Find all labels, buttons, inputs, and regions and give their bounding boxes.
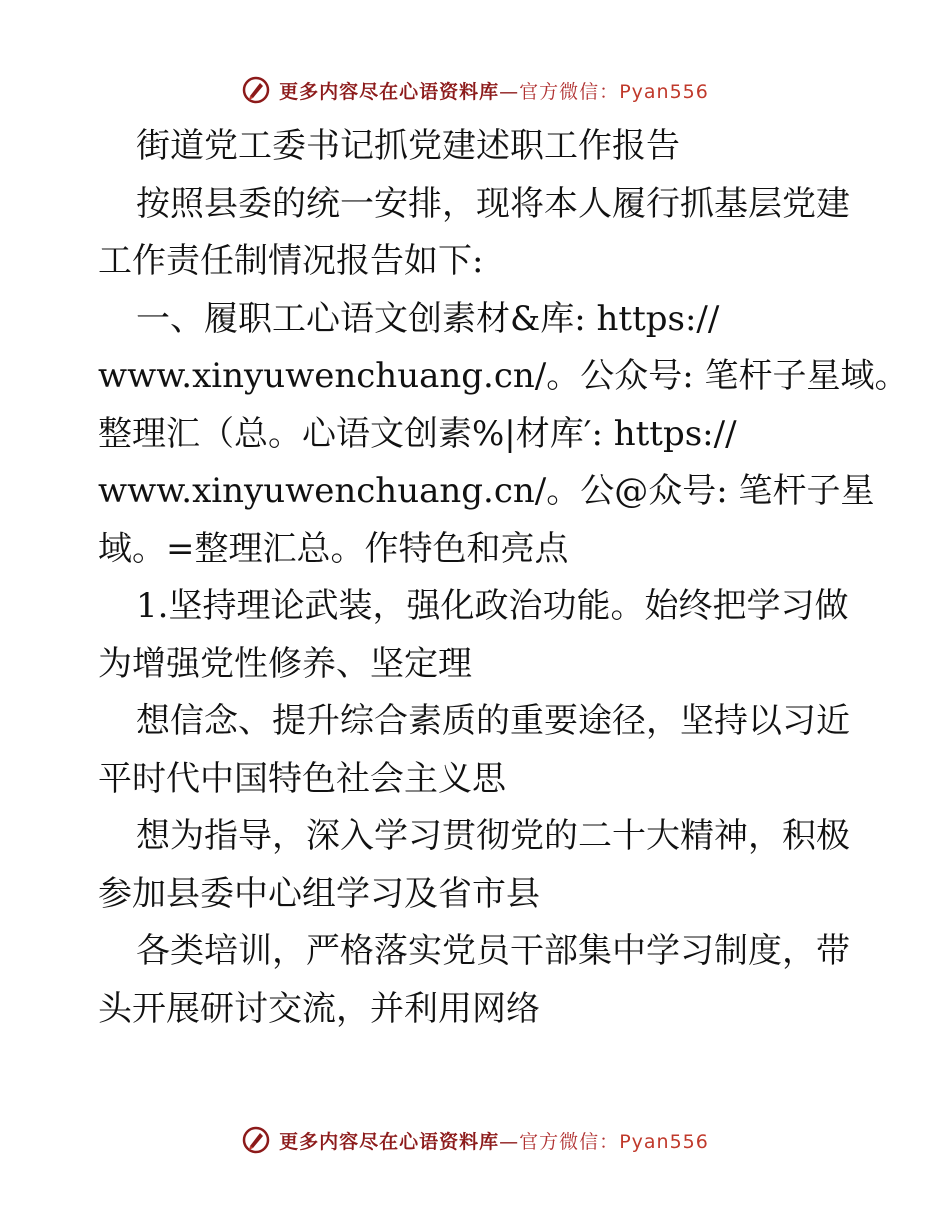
text-line: www.xinyuwenchuang.cn/。公众号: 笔杆子星域。 xyxy=(98,356,909,396)
header-watermark xyxy=(0,70,950,110)
text-line: 参加县委中心组学习及省市县 xyxy=(98,873,540,914)
document-title: 街道党工委书记抓党建述职工作报告 xyxy=(136,126,680,166)
pen-logo-icon xyxy=(241,1125,271,1155)
text-line: 1.坚持理论武装，强化政治功能。始终把学习做 xyxy=(136,586,849,626)
text-line: 工作责任制情况报告如下: xyxy=(98,241,484,281)
footer-watermark xyxy=(0,1120,950,1160)
text-line: 想信念、提升综合素质的重要途径，坚持以习近 xyxy=(136,701,850,741)
text-line: 域。=整理汇总。作特色和亮点 xyxy=(98,528,569,569)
watermark-text: 更多内容尽在心语资料库—官方微信：Pyan556 xyxy=(279,80,709,103)
text-line: 为增强党性修养、坚定理 xyxy=(98,643,472,684)
text-line: 头开展研讨交流，并利用网络 xyxy=(98,988,540,1029)
watermark-text: 更多内容尽在心语资料库—官方微信：Pyan556 xyxy=(279,1130,709,1153)
text-line: 按照县委的统一安排，现将本人履行抓基层党建 xyxy=(136,183,850,224)
text-line: 一、履职工心语文创素材&库: https:// xyxy=(136,298,720,339)
text-line: 平时代中国特色社会主义思 xyxy=(98,758,506,799)
document-body xyxy=(98,118,909,1038)
pen-logo-icon xyxy=(241,75,271,105)
text-line: www.xinyuwenchuang.cn/。公@众号: 笔杆子星 xyxy=(98,471,875,511)
text-line: 想为指导，深入学习贯彻党的二十大精神，积极 xyxy=(136,816,850,856)
text-line: 各类培训，严格落实党员干部集中学习制度，带 xyxy=(136,931,850,971)
text-line: 整理汇（总。心语文创素%|材库′: https:// xyxy=(98,413,737,454)
